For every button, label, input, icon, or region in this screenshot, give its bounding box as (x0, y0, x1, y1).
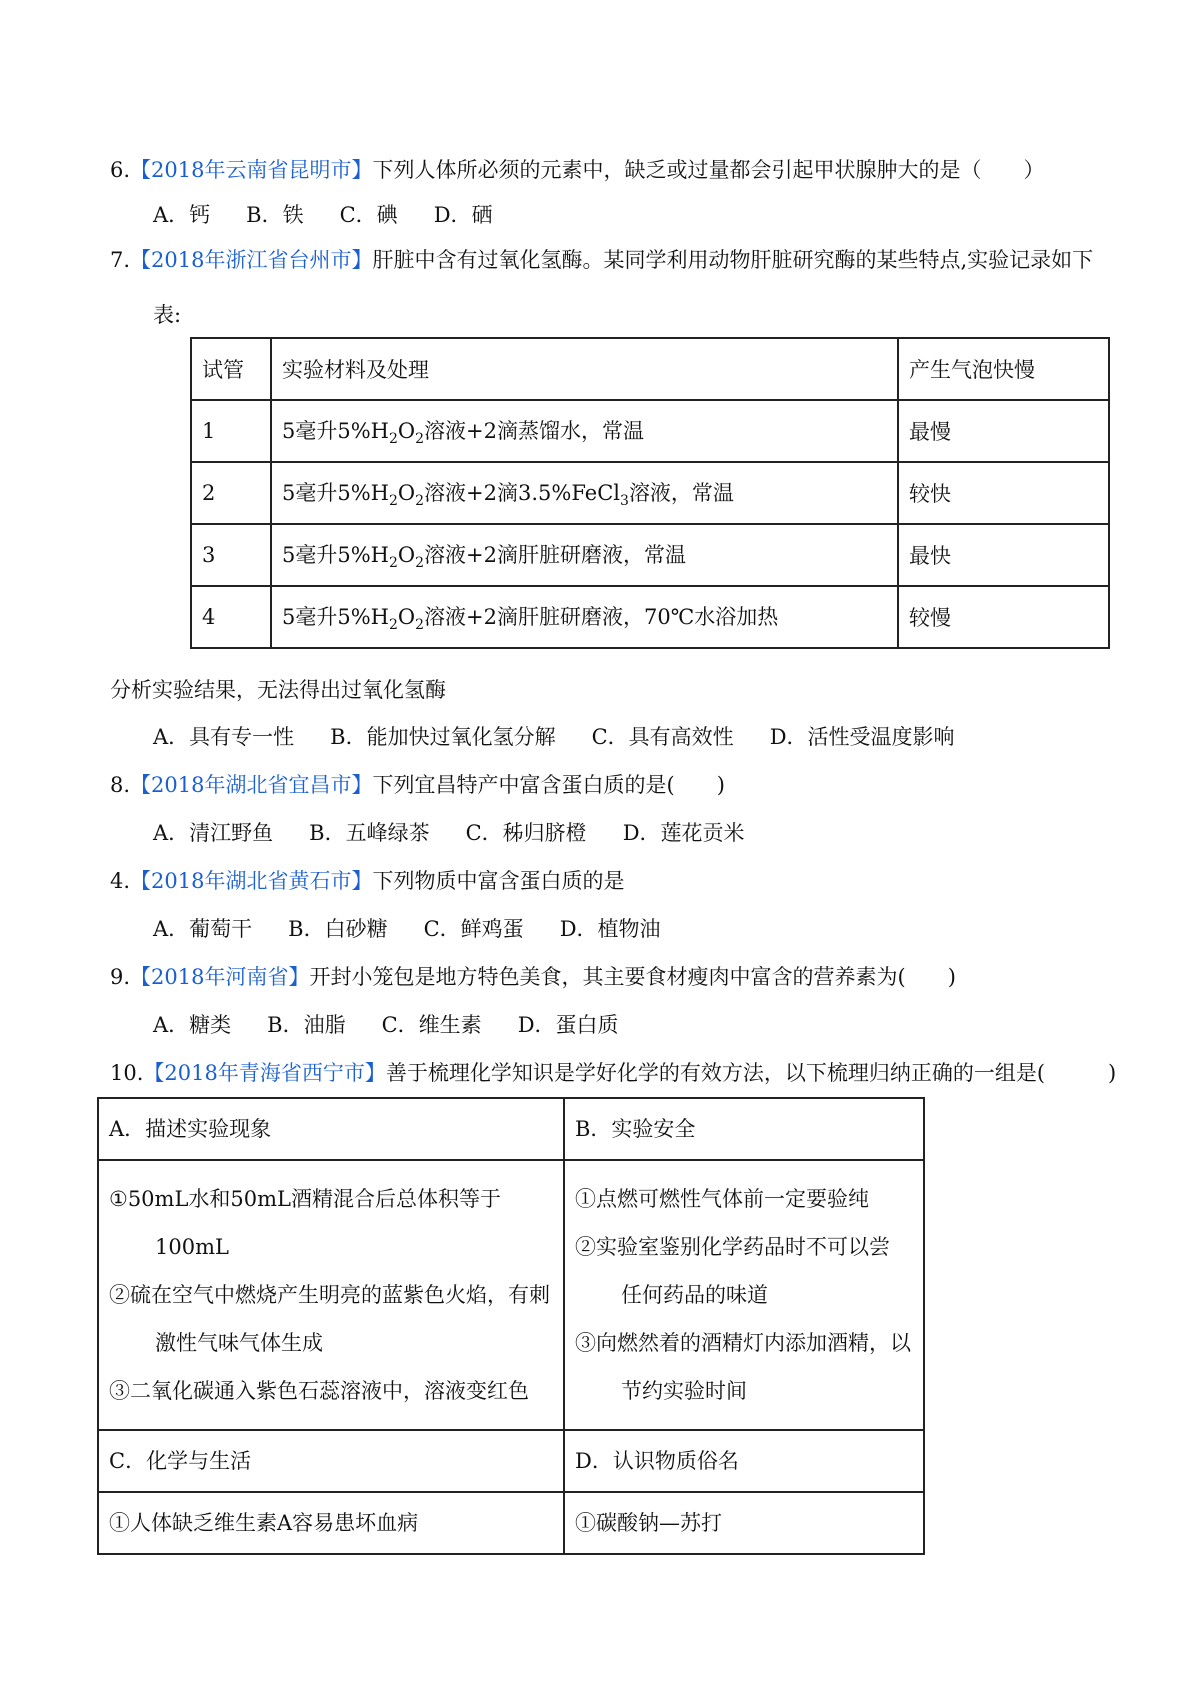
option-d: D．莲花贡米 (622, 821, 745, 845)
speed-cell: 较快 (898, 462, 1109, 524)
question-source: 【2018年河南省】 (130, 965, 310, 989)
cell-b-heading: B．实验安全 (564, 1098, 924, 1160)
question-source: 【2018年湖北省黄石市】 (130, 869, 373, 893)
option-b: B．铁 (246, 203, 304, 227)
question-4-options (153, 914, 697, 944)
cell-c-heading: C．化学与生活 (98, 1430, 564, 1492)
speed-cell: 较慢 (898, 586, 1109, 648)
table-header-row (98, 1430, 924, 1492)
table-header-row (191, 338, 1109, 400)
option-c: C．维生素 (381, 1013, 482, 1037)
material-cell: 5毫升$5\%H_2O_2$溶液+2滴3.5%FeCl$_3$溶液，常温 (271, 462, 898, 524)
question-7-text-continued: 表: (153, 303, 182, 327)
table-header-speed: 产生气泡快慢 (898, 338, 1109, 400)
question-source: 【2018年青海省西宁市】 (143, 1061, 386, 1085)
question-4 (110, 866, 625, 896)
table-header-row (98, 1098, 924, 1160)
question-number: 9. (110, 965, 131, 989)
tube-number: 3 (191, 524, 271, 586)
question-7 (110, 245, 1093, 275)
question-8 (110, 770, 725, 800)
question-9 (110, 962, 956, 992)
question-source: 【2018年湖北省宜昌市】 (130, 773, 373, 797)
cell-c-content: ①人体缺乏维生素A容易患坏血病 (98, 1492, 564, 1554)
cell-b-content: ①点燃可燃性气体前一定要验纯 ②实验室鉴别化学药品时不可以尝 任何药品的味道 ③向燃然着的酒精灯内添加酒精，以 节约实验时间 (564, 1160, 924, 1430)
table-header-tube: 试管 (191, 338, 271, 400)
table-row (191, 462, 1109, 524)
knowledge-table (97, 1097, 925, 1555)
material-cell: 5毫升$5\%H_2O_2$溶液+2滴肝脏研磨液，常温 (271, 524, 898, 586)
question-6 (110, 155, 1045, 185)
question-number: 4. (110, 869, 131, 893)
cell-a-heading: A．描述实验现象 (98, 1098, 564, 1160)
option-c: C．具有高效性 (591, 725, 734, 749)
cell-d-content: ①碳酸钠—苏打 (564, 1492, 924, 1554)
question-source: 【2018年云南省昆明市】 (130, 158, 373, 182)
table-row (191, 586, 1109, 648)
option-c: C．碘 (339, 203, 398, 227)
cell-d-heading: D．认识物质俗名 (564, 1430, 924, 1492)
option-b: B．白砂糖 (288, 917, 388, 941)
option-c: C．鲜鸡蛋 (423, 917, 524, 941)
material-cell: 5毫升$5\%H_2O_2$溶液+2滴蒸馏水，常温 (271, 400, 898, 462)
option-a: A．葡萄干 (153, 917, 253, 941)
tube-number: 1 (191, 400, 271, 462)
option-d: D．植物油 (559, 917, 661, 941)
option-a: A．钙 (153, 203, 211, 227)
experiment-table (190, 337, 1110, 649)
table-row (98, 1160, 924, 1430)
option-a: A．具有专一性 (153, 725, 295, 749)
option-b: B．能加快过氧化氢分解 (330, 725, 556, 749)
question-number: 7. (110, 248, 131, 272)
speed-cell: 最慢 (898, 400, 1109, 462)
table-header-material: 实验材料及处理 (271, 338, 898, 400)
option-d: D．硒 (433, 203, 493, 227)
question-number: 6. (110, 158, 131, 182)
option-a: A．糖类 (153, 1013, 232, 1037)
question-9-options (153, 1010, 655, 1040)
question-text: 肝脏中含有过氧化氢酶。某同学利用动物肝脏研究酶的某些特点,实验记录如下 (372, 248, 1094, 272)
question-source: 【2018年浙江省台州市】 (130, 248, 373, 272)
question-text: 下列物质中富含蛋白质的是 (372, 869, 625, 893)
question-7-options (153, 722, 991, 752)
question-text: 下列宜昌特产中富含蛋白质的是( ) (372, 773, 725, 797)
question-number: 8. (110, 773, 131, 797)
tube-number: 2 (191, 462, 271, 524)
cell-a-content: ①50mL水和50mL酒精混合后总体积等于 100mL ②硫在空气中燃烧产生明亮的蓝紫色火焰，有刺 激性气味气体生成 ③二氧化碳通入紫色石蕊溶液中，溶液变红色 (98, 1160, 564, 1430)
question-text: 开封小笼包是地方特色美食，其主要食材瘦肉中富含的营养素为( ) (309, 965, 956, 989)
table-row (191, 400, 1109, 462)
question-10 (110, 1058, 1116, 1088)
question-8-options (153, 818, 781, 848)
tube-number: 4 (191, 586, 271, 648)
question-number: 10. (110, 1061, 144, 1085)
option-c: C．秭归脐橙 (465, 821, 587, 845)
option-d: D．活性受温度影响 (769, 725, 955, 749)
material-cell: 5毫升$5\%H_2O_2$溶液+2滴肝脏研磨液，70℃水浴加热 (271, 586, 898, 648)
table-row (98, 1492, 924, 1554)
speed-cell: 最快 (898, 524, 1109, 586)
question-7-after-text: 分析实验结果，无法得出过氧化氢酶 (110, 678, 446, 702)
table-row (191, 524, 1109, 586)
option-d: D．蛋白质 (517, 1013, 619, 1037)
question-6-options (153, 200, 529, 230)
question-text: 善于梳理化学知识是学好化学的有效方法，以下梳理归纳正确的一组是( ) (385, 1061, 1117, 1085)
option-b: B．油脂 (267, 1013, 346, 1037)
question-text: 下列人体所必须的元素中，缺乏或过量都会引起甲状腺肿大的是（ ） (372, 158, 1045, 182)
option-a: A．清江野鱼 (153, 821, 274, 845)
option-b: B．五峰绿茶 (309, 821, 430, 845)
